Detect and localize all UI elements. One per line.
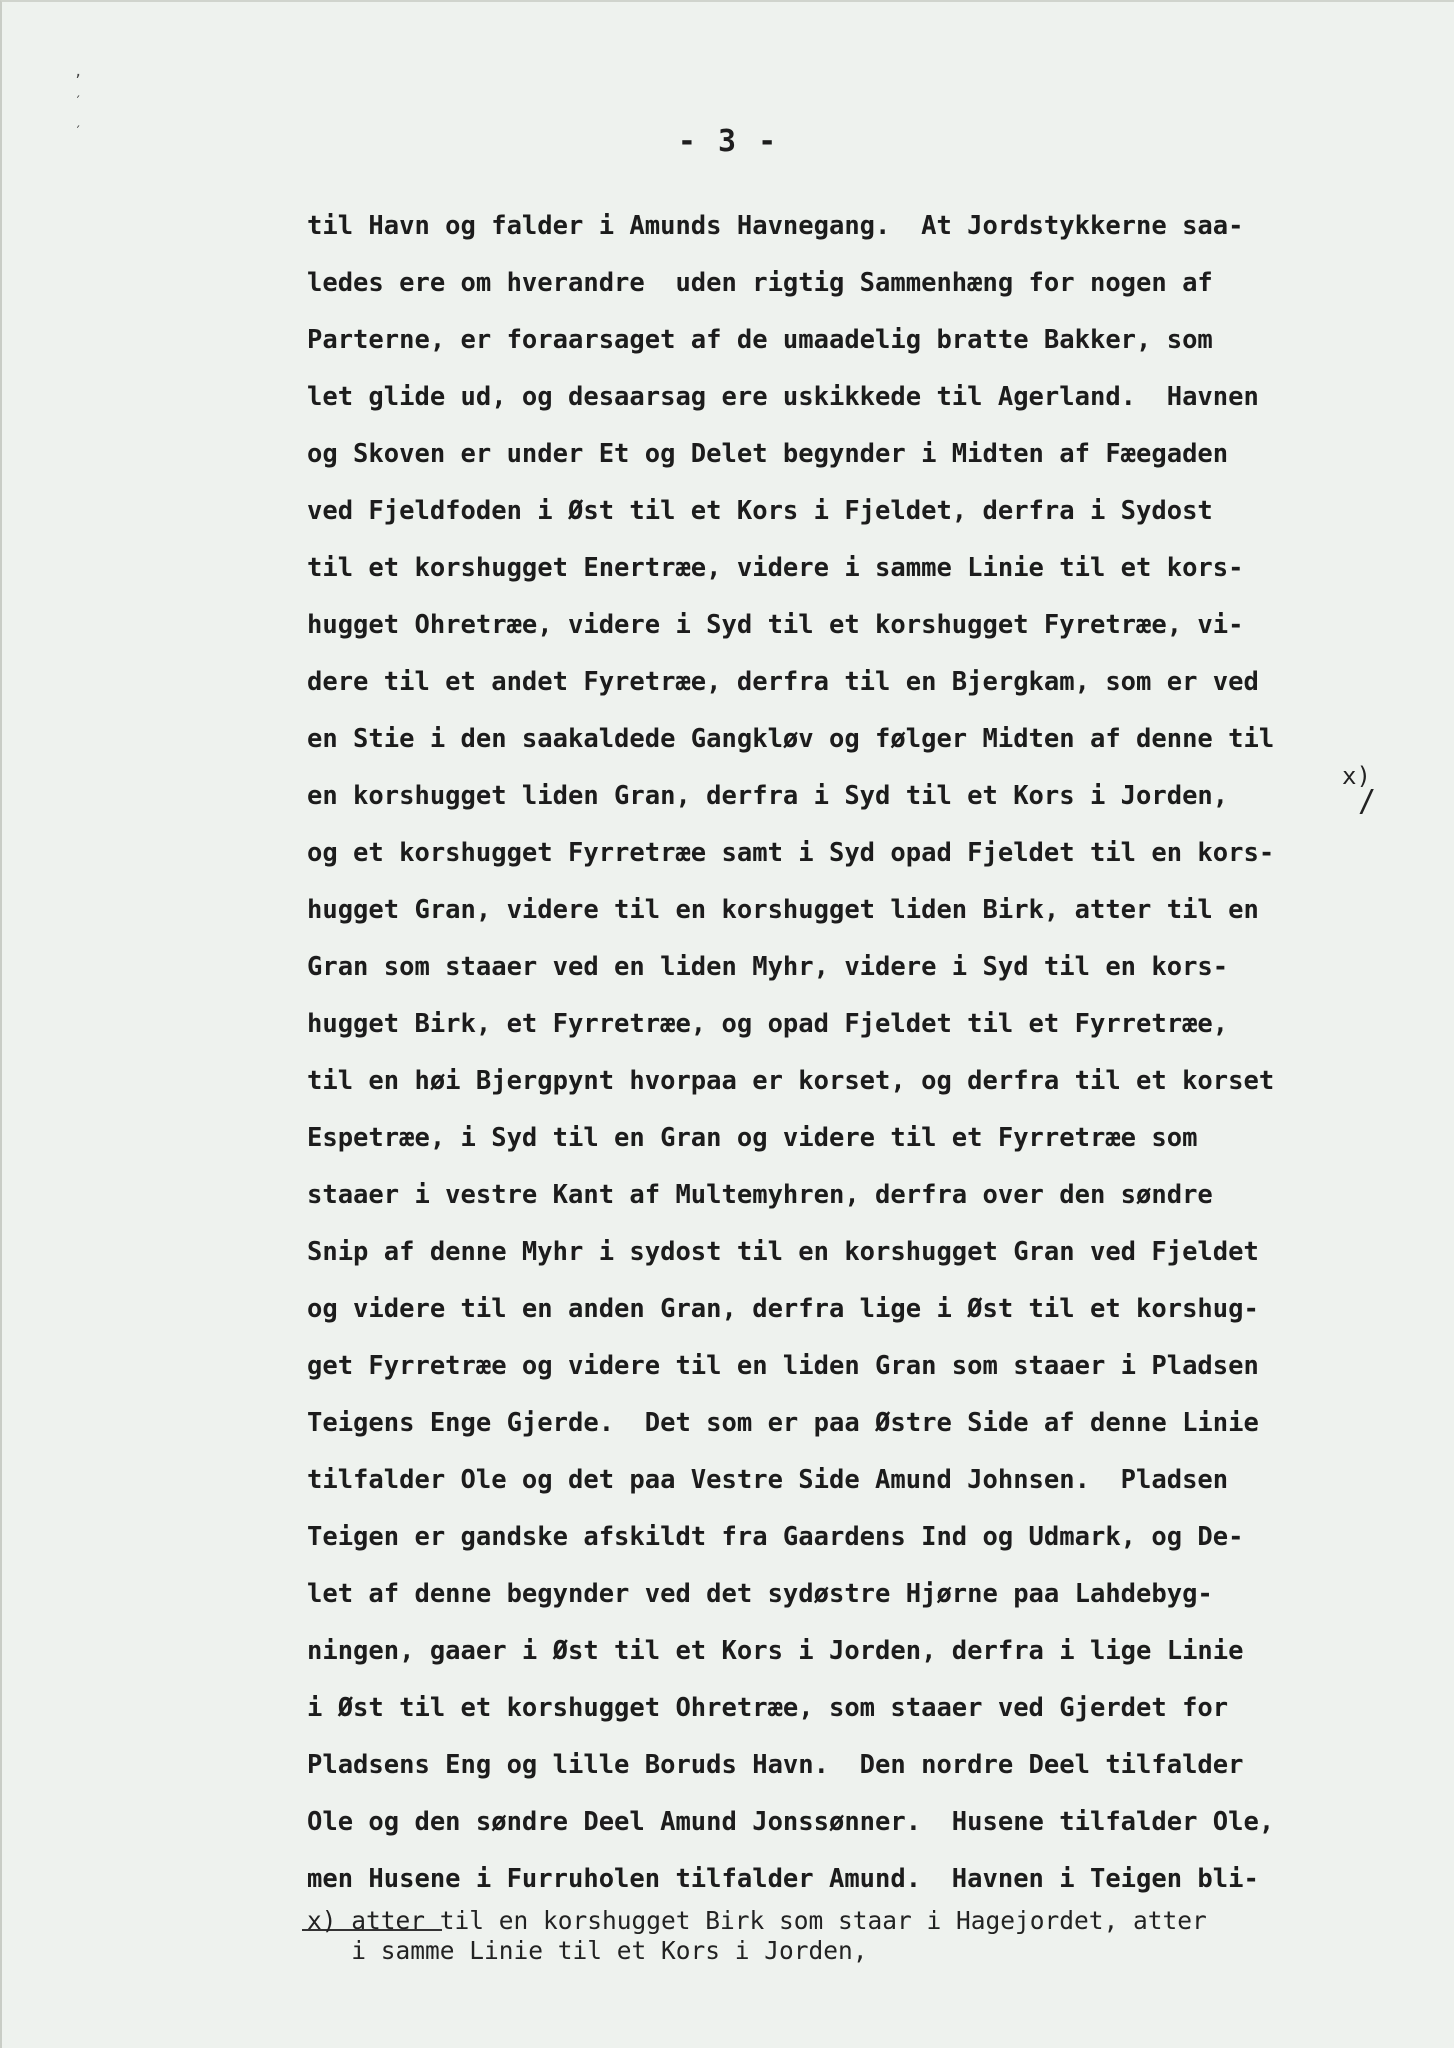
footnote <box>307 1906 1417 1966</box>
text-line: hugget Gran, videre til en korshugget liden Birk, atter til en <box>307 895 1259 925</box>
page-number: - 3 - <box>677 124 779 159</box>
text-line: ningen, gaaer i Øst til et Kors i Jorden, derfra i lige Linie <box>307 1636 1244 1666</box>
text-line: og videre til en anden Gran, derfra lige i Øst til et korshug- <box>307 1294 1259 1324</box>
footnote-line: x) atter til en korshugget Birk som staar i Hagejordet, atter <box>307 1906 1207 1935</box>
text-line: let glide ud, og desaarsag ere uskikkede til Agerland. Havnen <box>307 382 1259 412</box>
text-line: Pladsens Eng og lille Boruds Havn. Den nordre Deel tilfalder <box>307 1750 1244 1780</box>
text-line: en Stie i den saakaldede Gangkløv og følger Midten af denne til <box>307 724 1275 754</box>
text-line: til en høi Bjergpynt hvorpaa er korset, og derfra til et korset <box>307 1066 1275 1096</box>
text-line: til et korshugget Enertræe, videre i samme Linie til et kors- <box>307 553 1244 583</box>
margin-mark: ′ <box>74 124 83 140</box>
text-line: til Havn og falder i Amunds Havnegang. At Jordstykkerne saa- <box>307 211 1244 241</box>
text-line: get Fyrretræe og videre til en liden Gran som staaer i Pladsen <box>307 1351 1259 1381</box>
text-line: dere til et andet Fyretræe, derfra til en Bjergkam, som er ved <box>307 667 1259 697</box>
text-line: Teigens Enge Gjerde. Det som er paa Østre Side af denne Linie <box>307 1408 1259 1438</box>
text-line: en korshugget liden Gran, derfra i Syd til et Kors i Jorden, <box>307 781 1229 811</box>
text-line: Gran som staaer ved en liden Myhr, videre i Syd til en kors- <box>307 952 1229 982</box>
text-line: hugget Birk, et Fyrretræe, og opad Fjeldet til et Fyrretræe, <box>307 1009 1229 1039</box>
body-text <box>307 208 1417 1918</box>
text-line: og et korshugget Fyrretræe samt i Syd opad Fjeldet til en kors- <box>307 838 1275 868</box>
text-line: Espetræe, i Syd til en Gran og videre til et Fyrretræe som <box>307 1123 1198 1153</box>
text-line: Ole og den søndre Deel Amund Jonssønner. Husene tilfalder Ole, <box>307 1807 1275 1837</box>
text-line: ledes ere om hverandre uden rigtig Sammenhæng for nogen af <box>307 268 1213 298</box>
text-line: ved Fjeldfoden i Øst til et Kors i Fjeldet, derfra i Sydost <box>307 496 1213 526</box>
text-line: og Skoven er under Et og Delet begynder i Midten af Fæegaden <box>307 439 1229 469</box>
margin-mark: ′ <box>74 94 83 110</box>
text-line: let af denne begynder ved det sydøstre Hjørne paa Lahdebyg- <box>307 1579 1213 1609</box>
text-line: Snip af denne Myhr i sydost til en korshugget Gran ved Fjeldet <box>307 1237 1259 1267</box>
text-line: men Husene i Furruholen tilfalder Amund. Havnen i Teigen bli- <box>307 1864 1259 1894</box>
text-line: tilfalder Ole og det paa Vestre Side Amund Johnsen. Pladsen <box>307 1465 1229 1495</box>
text-line: Parterne, er foraarsaget af de umaadelig bratte Bakker, som <box>307 325 1213 355</box>
text-line: Teigen er gandske afskildt fra Gaardens Ind og Udmark, og De- <box>307 1522 1244 1552</box>
footnote-reference-marker: x) <box>1342 762 1371 790</box>
text-line: i Øst til et korshugget Ohretræe, som staaer ved Gjerdet for <box>307 1693 1229 1723</box>
text-line: hugget Ohretræe, videre i Syd til et korshugget Fyretræe, vi- <box>307 610 1244 640</box>
footnote-line: i samme Linie til et Kors i Jorden, <box>307 1936 868 1965</box>
text-line: staaer i vestre Kant af Multemyhren, derfra over den søndre <box>307 1180 1213 1210</box>
margin-mark: , <box>74 64 83 80</box>
footnote-insertion-slash: / <box>1358 784 1377 819</box>
